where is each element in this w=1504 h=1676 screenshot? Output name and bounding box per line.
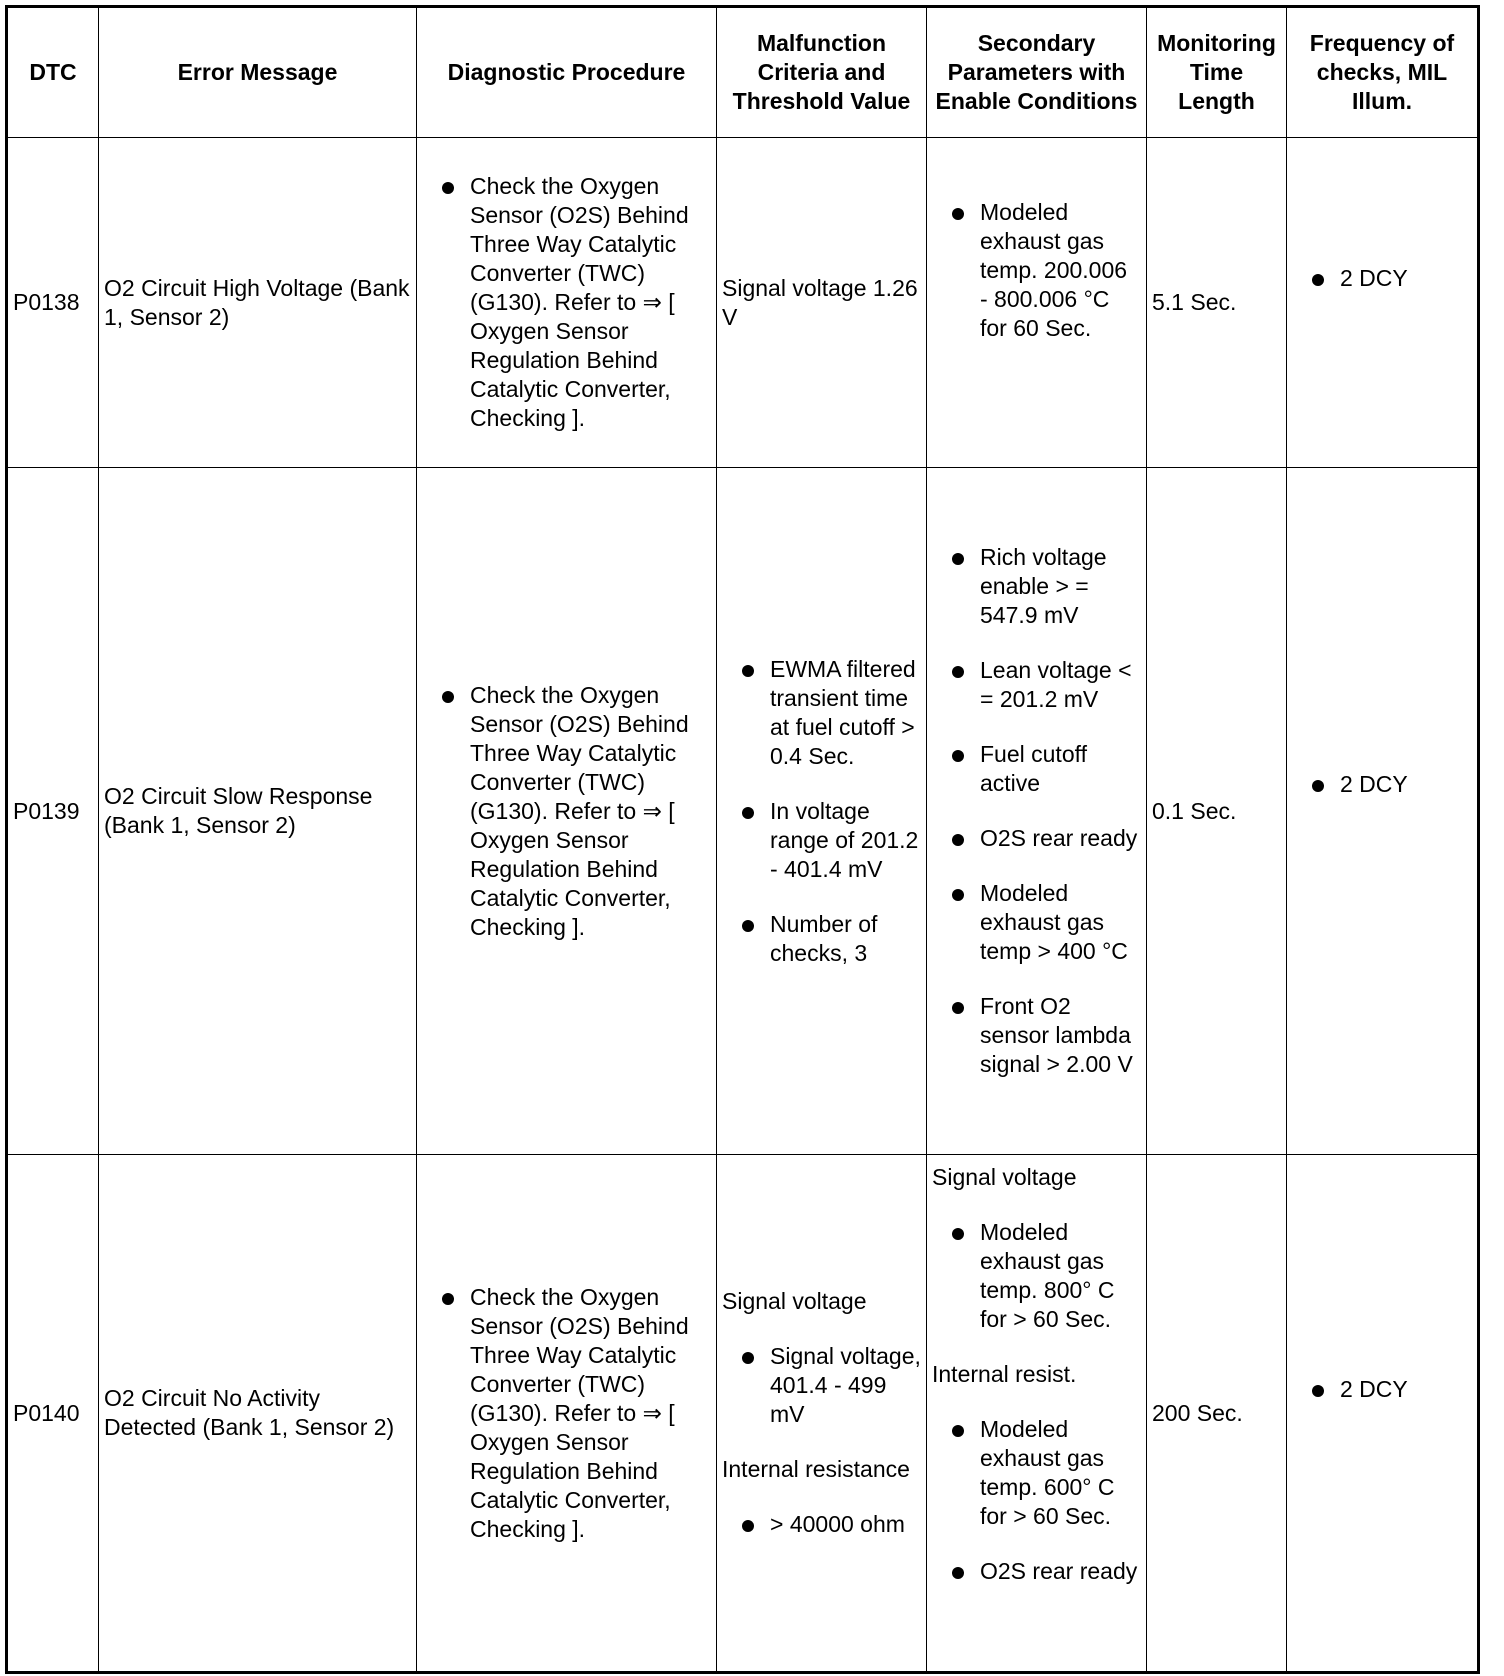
malfunction-criteria: Signal voltage 1.26 V [717, 138, 927, 468]
header-monitoring-time: Monitoring Time Length [1147, 7, 1287, 138]
malfunction-item: Signal voltage, 401.4 - 499 mV [722, 1342, 921, 1429]
frequency [1287, 468, 1479, 1155]
table-row [7, 1155, 1479, 1673]
monitoring-time: 0.1 Sec. [1147, 468, 1287, 1155]
header-malfunction-criteria: Malfunction Criteria and Threshold Value [717, 7, 927, 138]
procedure-item: Check the Oxygen Sensor (O2S) Behind Three Way Catalytic Converter (TWC) (G130). Refer to ⇒ [ Oxygen Sensor Regulation Behind Catalytic Converter, Checking ]. [422, 681, 711, 942]
dtc-table [5, 5, 1480, 1674]
frequency [1287, 1155, 1479, 1673]
secondary-item: Rich voltage enable > = 547.9 mV [932, 543, 1141, 630]
malfunction-label: Internal resistance [722, 1456, 910, 1482]
secondary-parameters [927, 468, 1147, 1155]
procedure-item: Check the Oxygen Sensor (O2S) Behind Three Way Catalytic Converter (TWC) (G130). Refer to ⇒ [ Oxygen Sensor Regulation Behind Catalytic Converter, Checking ]. [422, 1283, 711, 1544]
malfunction-label: Signal voltage [722, 1288, 867, 1314]
diagnostic-procedure [417, 138, 717, 468]
dtc-code: P0139 [7, 468, 99, 1155]
header-error-message: Error Message [99, 7, 417, 138]
malfunction-criteria [717, 1155, 927, 1673]
header-row [7, 7, 1479, 138]
malfunction-item: Number of checks, 3 [722, 910, 921, 968]
dtc-code: P0138 [7, 138, 99, 468]
table-row [7, 468, 1479, 1155]
secondary-parameters [927, 1155, 1147, 1673]
diagnostic-procedure [417, 468, 717, 1155]
secondary-item: Fuel cutoff active [932, 740, 1141, 798]
frequency-item: 2 DCY [1292, 264, 1472, 293]
secondary-item: Front O2 sensor lambda signal > 2.00 V [932, 992, 1141, 1079]
secondary-item: Lean voltage < = 201.2 mV [932, 656, 1141, 714]
secondary-label: Signal voltage [932, 1164, 1077, 1190]
header-secondary-parameters: Secondary Parameters with Enable Conditions [927, 7, 1147, 138]
secondary-item: O2S rear ready [932, 824, 1141, 853]
secondary-parameters [927, 138, 1147, 468]
table-row [7, 138, 1479, 468]
error-message: O2 Circuit High Voltage (Bank 1, Sensor 2) [99, 138, 417, 468]
header-frequency: Frequency of checks, MIL Illum. [1287, 7, 1479, 138]
malfunction-criteria [717, 468, 927, 1155]
malfunction-item: EWMA filtered transient time at fuel cutoff > 0.4 Sec. [722, 655, 921, 771]
secondary-item: O2S rear ready [932, 1557, 1141, 1586]
secondary-item: Modeled exhaust gas temp. 800° C for > 60 Sec. [932, 1218, 1141, 1334]
secondary-item: Modeled exhaust gas temp > 400 °C [932, 879, 1141, 966]
diagnostic-procedure [417, 1155, 717, 1673]
header-diagnostic-procedure: Diagnostic Procedure [417, 7, 717, 138]
frequency-item: 2 DCY [1292, 770, 1472, 799]
malfunction-item: In voltage range of 201.2 - 401.4 mV [722, 797, 921, 884]
frequency [1287, 138, 1479, 468]
monitoring-time: 5.1 Sec. [1147, 138, 1287, 468]
procedure-item: Check the Oxygen Sensor (O2S) Behind Three Way Catalytic Converter (TWC) (G130). Refer to ⇒ [ Oxygen Sensor Regulation Behind Catalytic Converter, Checking ]. [422, 172, 711, 433]
secondary-item: Modeled exhaust gas temp. 600° C for > 60 Sec. [932, 1415, 1141, 1531]
monitoring-time: 200 Sec. [1147, 1155, 1287, 1673]
frequency-item: 2 DCY [1292, 1375, 1472, 1404]
header-dtc: DTC [7, 7, 99, 138]
dtc-code: P0140 [7, 1155, 99, 1673]
secondary-label: Internal resist. [932, 1361, 1077, 1387]
secondary-item: Modeled exhaust gas temp. 200.006 - 800.006 °C for 60 Sec. [932, 198, 1141, 343]
malfunction-item: > 40000 ohm [722, 1510, 921, 1539]
error-message: O2 Circuit Slow Response (Bank 1, Sensor 2) [99, 468, 417, 1155]
error-message: O2 Circuit No Activity Detected (Bank 1, Sensor 2) [99, 1155, 417, 1673]
